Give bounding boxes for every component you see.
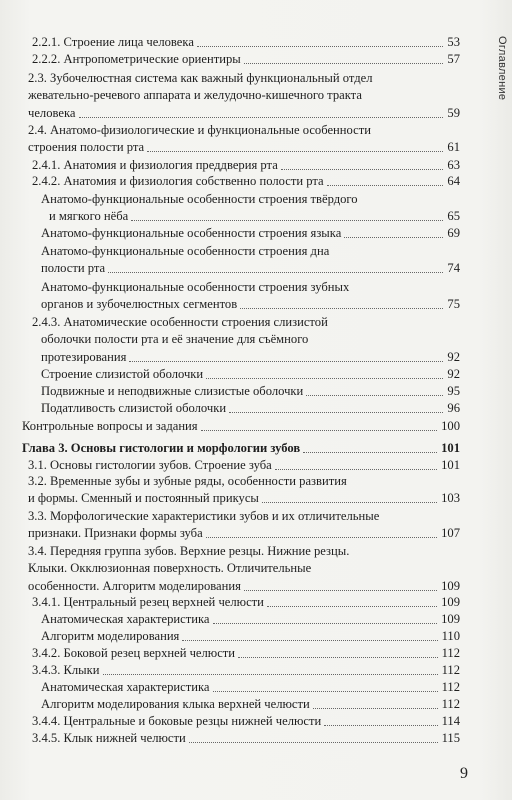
toc-entry-page: 64 bbox=[447, 174, 460, 188]
toc-entry-page: 112 bbox=[441, 663, 460, 677]
toc-entry-title-line: Анатомическая характеристика bbox=[41, 680, 210, 694]
toc-entry-page: 100 bbox=[441, 419, 460, 433]
toc-entry-page: 112 bbox=[441, 680, 460, 694]
dot-leader bbox=[103, 673, 438, 675]
toc-entry-title-line: Алгоритм моделирования bbox=[41, 629, 180, 643]
toc-entry-title-line: Алгоритм моделирования клыка верхней челюсти bbox=[41, 697, 310, 711]
dot-leader bbox=[182, 639, 437, 641]
toc-entry-page: 103 bbox=[441, 491, 460, 506]
toc-entry-title-line: Контрольные вопросы и задания bbox=[22, 419, 198, 433]
dot-leader bbox=[262, 501, 437, 503]
dot-leader bbox=[324, 724, 437, 726]
toc-entry-title-line: Анатомо-функциональные особенности строения дна bbox=[41, 244, 330, 258]
toc-entry-title-line: и формы. Сменный и постоянный прикусы bbox=[28, 491, 259, 506]
toc-entry-title-line: Анатомо-функциональные особенности строения языка bbox=[41, 226, 342, 240]
toc-entry-page: 95 bbox=[447, 384, 460, 398]
toc-entry-title-line: 3.4.2. Боковой резец верхней челюсти bbox=[32, 646, 236, 660]
toc-entry-page: 57 bbox=[447, 52, 460, 66]
toc-entry-title-line: признаки. Признаки формы зуба bbox=[28, 526, 203, 541]
dot-leader bbox=[306, 394, 443, 396]
toc-entry-title-line: 3.4.4. Центральные и боковые резцы нижней челюсти bbox=[32, 714, 322, 728]
toc-entry-page: 65 bbox=[447, 209, 460, 224]
dot-leader bbox=[213, 622, 438, 624]
toc-entry-page: 74 bbox=[447, 261, 460, 276]
toc-entry-title-line: Податливость слизистой оболочки bbox=[41, 401, 227, 415]
dot-leader bbox=[275, 468, 437, 470]
toc-entry-title-line: Анатомо-функциональные особенности строения твёрдого bbox=[41, 192, 358, 206]
dot-leader bbox=[313, 707, 438, 709]
dot-leader bbox=[201, 429, 438, 431]
toc-entry-title-line: 3.4. Передняя группа зубов. Верхние резцы. Нижние резцы. bbox=[28, 544, 350, 558]
toc-entry-page: 61 bbox=[447, 140, 460, 155]
toc-entry-page: 92 bbox=[447, 367, 460, 381]
dot-leader bbox=[197, 45, 443, 47]
toc-entry-page: 114 bbox=[441, 714, 460, 728]
toc-entry-title-line: 2.4.3. Анатомические особенности строения слизистой bbox=[32, 315, 328, 329]
toc-entry-page: 69 bbox=[447, 226, 460, 240]
toc-entry-title-line: 3.1. Основы гистологии зубов. Строение зуба bbox=[28, 458, 272, 472]
toc-entry-title-line: 2.4. Анатомо-физиологические и функциональные особенности bbox=[28, 123, 371, 137]
toc-entry-page: 101 bbox=[441, 458, 460, 472]
toc-entry-page: 107 bbox=[441, 526, 460, 541]
dot-leader bbox=[240, 307, 443, 309]
toc-entry-page: 59 bbox=[447, 105, 460, 120]
toc-entry-title-line: протезирования bbox=[41, 349, 127, 364]
toc-entry-title-line: оболочки полости рта и её значение для съёмного bbox=[41, 332, 309, 347]
dot-leader bbox=[79, 116, 444, 118]
toc-entry-page: 75 bbox=[447, 297, 460, 312]
toc-entry-title-line: 2.2.2. Антропометрические ориентиры bbox=[32, 52, 241, 66]
toc-entry-page: 115 bbox=[441, 731, 460, 745]
toc-entry-title-line: 3.3. Морфологические характеристики зубов и их отличительные bbox=[28, 509, 380, 523]
toc-entry-page: 110 bbox=[441, 629, 460, 643]
dot-leader bbox=[244, 62, 444, 64]
toc-entry-title-line: Анатомо-функциональные особенности строения зубных bbox=[41, 280, 350, 294]
toc-entry-title-line: 2.2.1. Строение лица человека bbox=[32, 35, 194, 49]
dot-leader bbox=[244, 589, 437, 591]
dot-leader bbox=[267, 605, 437, 607]
toc-entry-title-line: 3.2. Временные зубы и зубные ряды, особенности развития bbox=[28, 474, 347, 488]
toc-entry-title-line: Глава 3. Основы гистологии и морфологии зубов bbox=[22, 441, 301, 455]
dot-leader bbox=[229, 411, 443, 413]
toc-entry-title-line: Клыки. Окклюзионная поверхность. Отличительные bbox=[28, 561, 312, 576]
toc-entry-page: 109 bbox=[441, 612, 460, 626]
dot-leader bbox=[189, 741, 438, 743]
toc-entry-title-line: особенности. Алгоритм моделирования bbox=[28, 578, 241, 593]
dot-leader bbox=[213, 690, 438, 692]
toc-entry-title-line: жевательно-речевого аппарата и желудочно-кишечного тракта bbox=[28, 88, 362, 103]
toc-entry-title-line: человека bbox=[28, 105, 76, 120]
toc-entry-title-line: строения полости рта bbox=[28, 140, 145, 155]
dot-leader bbox=[131, 219, 443, 221]
toc-entry-title-line: Анатомическая характеристика bbox=[41, 612, 210, 626]
toc-entry-page: 63 bbox=[447, 158, 460, 172]
toc-entry-page: 109 bbox=[441, 578, 460, 593]
toc-entry-title-line: 3.4.1. Центральный резец верхней челюсти bbox=[32, 595, 264, 609]
toc-entry-page: 92 bbox=[447, 349, 460, 364]
toc-entry-title-line: Подвижные и неподвижные слизистые оболочки bbox=[41, 384, 304, 398]
toc-entry-page: 112 bbox=[441, 646, 460, 660]
toc-entry-page: 101 bbox=[441, 441, 460, 455]
toc-entry-title-line: 2.4.1. Анатомия и физиология преддверия рта bbox=[32, 158, 278, 172]
dot-leader bbox=[206, 536, 437, 538]
toc-entry-title-line: 3.4.5. Клык нижней челюсти bbox=[32, 731, 186, 745]
dot-leader bbox=[147, 150, 443, 152]
dot-leader bbox=[129, 360, 443, 362]
toc-entry-title-line: полости рта bbox=[41, 261, 106, 276]
toc-entry-title-line: и мягкого нёба bbox=[49, 209, 129, 224]
toc-entry-title-line: 3.4.3. Клыки bbox=[32, 663, 100, 677]
toc-entry-page: 112 bbox=[441, 697, 460, 711]
dot-leader bbox=[303, 451, 437, 453]
toc-entry-title-line: Строение слизистой оболочки bbox=[41, 367, 204, 381]
dot-leader bbox=[281, 168, 444, 170]
dot-leader bbox=[327, 184, 444, 186]
toc-entry-page: 109 bbox=[441, 595, 460, 609]
dot-leader bbox=[344, 236, 443, 238]
page-number: 9 bbox=[460, 765, 468, 782]
dot-leader bbox=[238, 656, 438, 658]
toc-entry-title-line: органов и зубочелюстных сегментов bbox=[41, 297, 238, 312]
running-header: Оглавление bbox=[496, 36, 508, 101]
toc-entry-title-line: 2.3. Зубочелюстная система как важный функциональный отдел bbox=[28, 71, 373, 85]
toc-entry-page: 53 bbox=[447, 35, 460, 49]
dot-leader bbox=[206, 377, 443, 379]
toc-entry-title-line: 2.4.2. Анатомия и физиология собственно полости рта bbox=[32, 174, 324, 188]
toc-entry-page: 96 bbox=[447, 401, 460, 415]
dot-leader bbox=[108, 271, 443, 273]
